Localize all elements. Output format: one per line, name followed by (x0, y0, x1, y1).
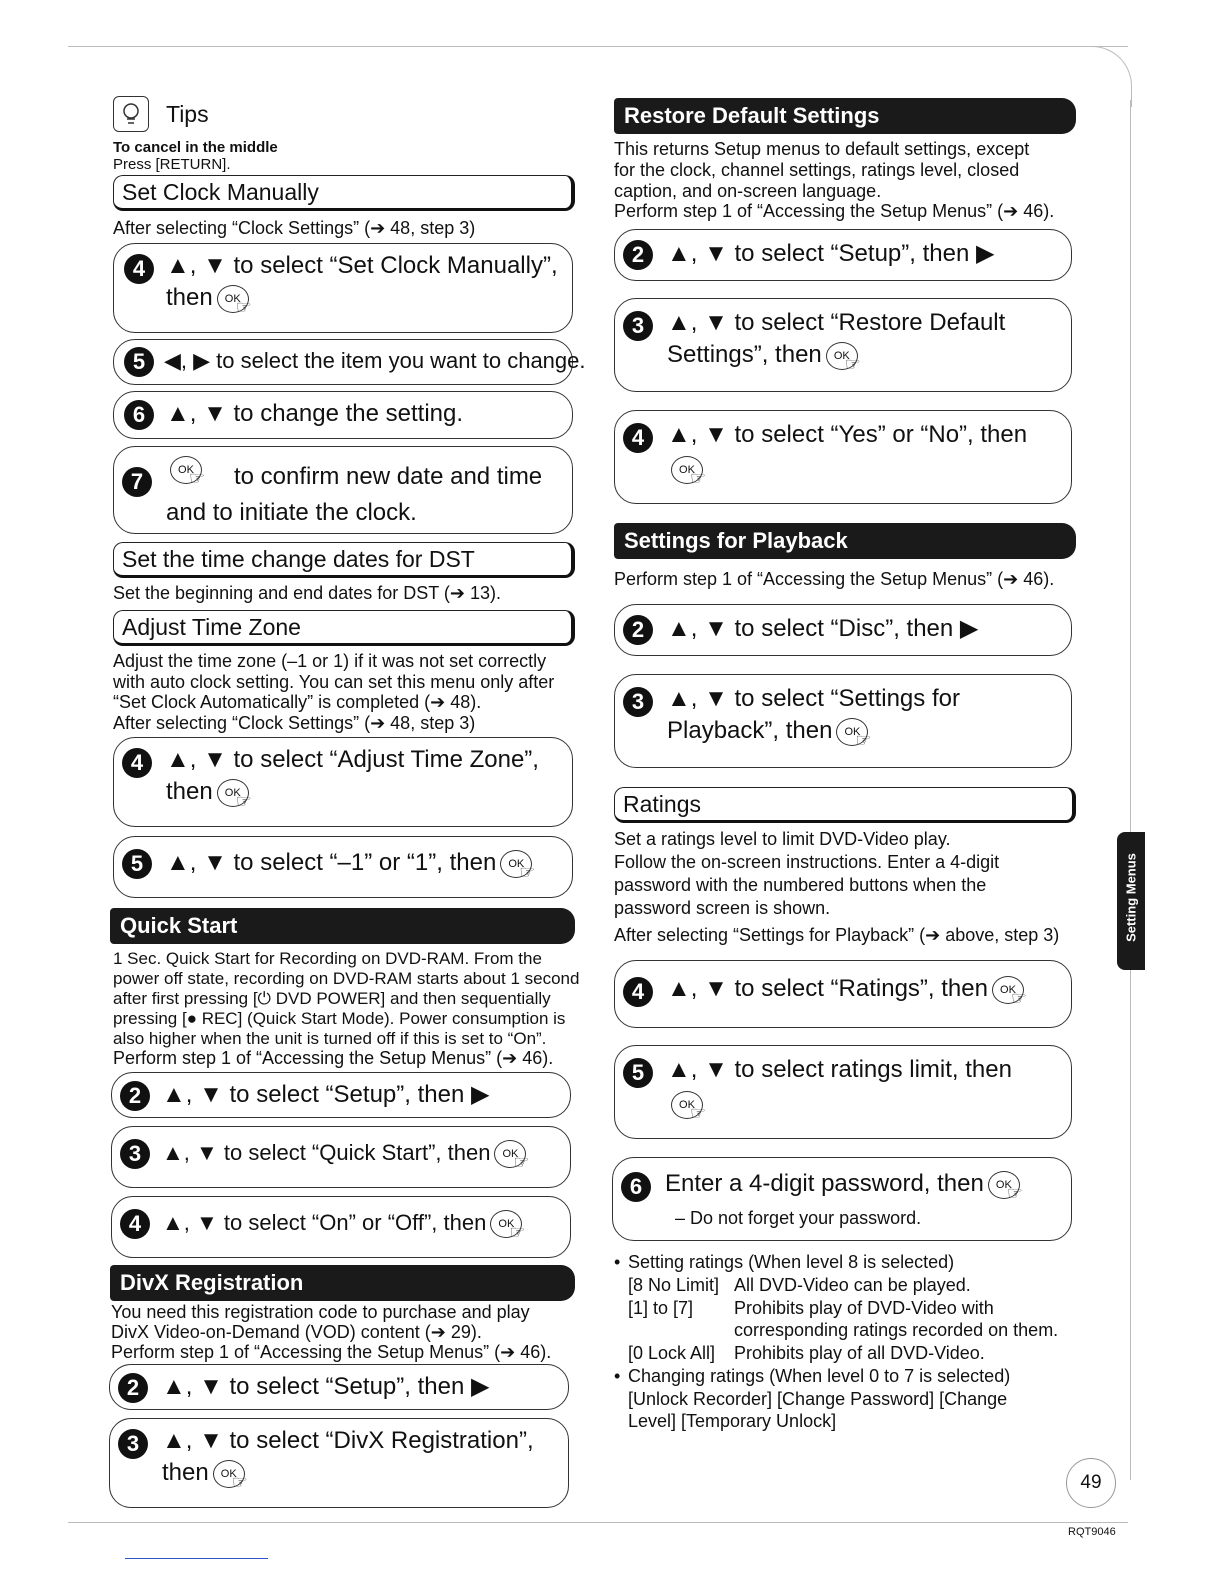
ok-label: OK (1000, 983, 1016, 996)
restore-step-2 (614, 229, 1072, 281)
time-zone-text-2: with auto clock setting. You can set this menu only after (113, 672, 555, 692)
playback-step-3 (614, 674, 1072, 768)
step-text-line2 (667, 339, 861, 374)
hand-icon: ☞ (1006, 1182, 1023, 1203)
section-side-tab (1117, 832, 1145, 970)
divx-step-2 (109, 1364, 569, 1410)
time-zone-text-4: After selecting “Clock Settings” (➔ 48, step 3) (113, 713, 476, 733)
playback-heading-text: Settings for Playback (624, 528, 848, 553)
time-zone-heading (113, 610, 575, 646)
restore-text-4: Perform step 1 of “Accessing the Setup Menus” (➔ 46). (614, 201, 1055, 221)
step-text-line2 (667, 715, 872, 750)
ok-button-icon (500, 850, 536, 882)
hand-icon: ☞ (231, 1471, 248, 1492)
set-clock-step-7 (113, 446, 573, 534)
step-text: ◀, ▶ to select the item you want to change. (164, 348, 586, 373)
ok-label: OK (508, 857, 525, 870)
step-label: ▲, ▼ to select “On” or “Off”, then (162, 1210, 487, 1235)
ratings-text-1: Set a ratings level to limit DVD-Video play. (614, 829, 951, 849)
step-text (665, 1168, 1023, 1203)
quick-start-step-3 (111, 1126, 571, 1188)
tips-cancel-text: Press [RETURN]. (113, 156, 231, 173)
ok-button-icon (217, 779, 252, 811)
ok-button-icon (671, 456, 707, 488)
step-text: ▲, ▼ to select “Setup”, then ▶ (162, 1081, 490, 1108)
hand-icon: ☞ (235, 790, 252, 811)
step-text (667, 973, 1028, 1008)
time-zone-text-1: Adjust the time zone (–1 or 1) if it was not set correctly (113, 651, 547, 671)
doc-code: RQT9046 (1068, 1526, 1116, 1538)
step-number: 2 (120, 1081, 150, 1111)
step-text: ▲, ▼ to select “Restore Default (667, 309, 1006, 336)
step-text: ▲, ▼ to select “Disc”, then ▶ (667, 615, 979, 642)
ok-label: OK (502, 1148, 519, 1161)
ratings-note-limit8-key: [8 No Limit] (628, 1275, 720, 1295)
ok-label: OK (220, 1467, 237, 1480)
ratings-step-6 (612, 1157, 1072, 1241)
ok-label: OK (833, 349, 850, 362)
bottom-rule (68, 1522, 1128, 1523)
step-text: ▲, ▼ to select “Yes” or “No”, then (667, 421, 1028, 448)
restore-heading-text: Restore Default Settings (624, 103, 880, 128)
divx-heading (110, 1265, 575, 1301)
ratings-text-5: After selecting “Settings for Playback” (➔ above, step 3) (614, 925, 1060, 945)
step-label: Settings”, then (667, 341, 822, 368)
hand-icon: ☞ (235, 296, 252, 317)
lightbulb-icon (113, 96, 149, 132)
step-text: ▲, ▼ to select “Setup”, then ▶ (162, 1373, 490, 1400)
right-rule (1130, 100, 1131, 1480)
step-number: 4 (623, 977, 653, 1007)
step-text (166, 847, 536, 882)
restore-text-2: for the clock, channel settings, ratings level, closed (614, 160, 1020, 180)
quick-start-step-4 (111, 1196, 571, 1258)
step-text-line2 (162, 1457, 248, 1492)
step-number: 6 (621, 1172, 651, 1202)
side-tab-label: Setting Menus (1123, 853, 1139, 942)
ok-label: OK (844, 725, 861, 738)
step-number: 2 (623, 240, 653, 270)
top-rule (68, 46, 1128, 47)
hand-icon: ☞ (844, 353, 861, 374)
step-text: ▲, ▼ to select “Adjust Time Zone”, (166, 746, 539, 773)
time-zone-step-4 (113, 737, 573, 827)
step-number: 4 (122, 748, 152, 778)
step-label: ▲, ▼ to select “Ratings”, then (667, 975, 988, 1002)
ratings-note-range-val-1: Prohibits play of DVD-Video with (734, 1298, 994, 1318)
ok-button-icon (836, 718, 872, 750)
step-number: 5 (124, 347, 154, 377)
dst-heading (113, 542, 575, 578)
step-then: then (166, 284, 213, 311)
playback-step-2 (614, 604, 1072, 656)
quick-start-step-2 (111, 1072, 571, 1118)
time-zone-step-5 (113, 836, 573, 898)
step-number: 6 (124, 400, 154, 430)
step-text (162, 1137, 530, 1173)
ratings-heading (614, 787, 1076, 823)
step-text-line2: and to initiate the clock. (166, 499, 417, 526)
ok-label: OK (224, 786, 241, 799)
restore-heading (614, 98, 1076, 134)
step-text: ▲, ▼ to select “DivX Registration”, (162, 1427, 534, 1454)
ok-label: OK (498, 1218, 515, 1231)
hand-icon: ☞ (519, 861, 536, 882)
set-clock-heading (113, 175, 575, 211)
hand-icon: ☞ (1010, 987, 1028, 1008)
ok-button-icon (217, 285, 252, 317)
ok-button-icon (992, 976, 1028, 1008)
quick-start-text-5: also higher when the unit is turned off if this is set to “On”. (113, 1029, 547, 1048)
step-label: ▲, ▼ to select “–1” or “1”, then (166, 849, 497, 876)
ratings-note-limit8-val: All DVD-Video can be played. (734, 1275, 971, 1295)
step-label: Enter a 4-digit password, then (665, 1170, 984, 1197)
divx-text-3: Perform step 1 of “Accessing the Setup Menus” (➔ 46). (111, 1342, 552, 1362)
quick-start-text-1: 1 Sec. Quick Start for Recording on DVD-RAM. From the (113, 949, 542, 968)
ok-label: OK (679, 463, 695, 476)
ratings-note-range-val-2: corresponding ratings recorded on them. (734, 1320, 1059, 1340)
ok-label: OK (224, 292, 241, 305)
step-text-line2 (166, 282, 252, 317)
ok-button-icon (988, 1171, 1023, 1203)
hand-icon: ☞ (690, 467, 707, 488)
step-text: ▲, ▼ to select “Settings for (667, 685, 960, 712)
step-text: ▲, ▼ to select “Set Clock Manually”, (166, 252, 558, 279)
set-clock-step-6 (113, 391, 573, 439)
ratings-note-lock-val: Prohibits play of all DVD-Video. (734, 1343, 985, 1363)
ratings-text-3: password with the numbered buttons when the (614, 875, 987, 895)
step-label: ▲, ▼ to select “Quick Start”, then (162, 1140, 491, 1165)
tips-title: Tips (166, 101, 209, 127)
time-zone-heading-text: Adjust Time Zone (122, 613, 301, 640)
playback-text: Perform step 1 of “Accessing the Setup Menus” (➔ 46). (614, 569, 1055, 589)
set-clock-intro: After selecting “Clock Settings” (➔ 48, step 3) (113, 218, 476, 238)
step-label: Playback”, then (667, 717, 833, 744)
step-number: 2 (623, 615, 653, 645)
ok-label: OK (178, 463, 194, 476)
ratings-note-bullet-1: • Setting ratings (When level 8 is selected) (628, 1252, 954, 1273)
step-number: 4 (120, 1209, 150, 1239)
quick-start-heading (110, 908, 575, 944)
ratings-text-4: password screen is shown. (614, 898, 831, 918)
step-text: ▲, ▼ to select “Setup”, then ▶ (667, 240, 995, 267)
ratings-note-bullet-2-line-3: Level] [Temporary Unlock] (628, 1411, 837, 1431)
step-number: 5 (623, 1058, 653, 1088)
step-number: 2 (118, 1373, 148, 1403)
step-number: 3 (623, 687, 653, 717)
step-text: to confirm new date and time (234, 463, 543, 490)
page-corner (1085, 46, 1132, 107)
ok-button-icon (170, 456, 206, 488)
ok-button-icon (490, 1210, 526, 1243)
step-text (162, 1207, 526, 1243)
ratings-note-bullet-2: • Changing ratings (When level 0 to 7 is selected) (628, 1366, 1010, 1387)
time-zone-text-3: “Set Clock Automatically” is completed (➔ 48). (113, 692, 482, 712)
ratings-step-5 (614, 1045, 1072, 1139)
quick-start-heading-text: Quick Start (120, 913, 238, 938)
step-number: 4 (124, 254, 154, 284)
quick-start-text-3: after first pressing [⏻ DVD POWER] and then sequentially (113, 989, 551, 1008)
set-clock-step-5 (113, 339, 586, 385)
ok-button-icon (671, 1091, 707, 1123)
restore-step-3 (614, 298, 1072, 392)
page-number (1066, 1458, 1116, 1508)
quick-start-text-4: pressing [● REC] (Quick Start Mode). Power consumption is (113, 1009, 566, 1028)
page-number-text: 49 (1080, 1472, 1102, 1493)
dst-heading-text: Set the time change dates for DST (122, 545, 475, 572)
divx-heading-text: DivX Registration (120, 1270, 304, 1295)
restore-text-1: This returns Setup menus to default settings, except (614, 139, 1030, 159)
ok-button-icon (494, 1140, 530, 1173)
set-clock-heading-text: Set Clock Manually (122, 178, 319, 205)
hand-icon: ☞ (189, 467, 206, 488)
divx-text-1: You need this registration code to purchase and play (111, 1302, 530, 1322)
ratings-note-lock-key: [0 Lock All] (628, 1343, 716, 1363)
playback-heading (614, 523, 1076, 559)
set-clock-step-4 (113, 243, 573, 333)
ratings-heading-text: Ratings (623, 790, 701, 817)
hand-icon: ☞ (509, 1222, 526, 1243)
restore-step-4 (614, 410, 1072, 504)
tips-cancel-heading: To cancel in the middle (113, 139, 278, 156)
ratings-note-range-key: [1] to [7] (628, 1298, 694, 1318)
step-number: 5 (122, 849, 152, 879)
ok-label: OK (995, 1178, 1012, 1191)
step-number: 7 (122, 467, 152, 497)
ratings-step-4 (614, 960, 1072, 1028)
restore-text-3: caption, and on-screen language. (614, 181, 882, 201)
ok-label: OK (679, 1098, 695, 1111)
divx-text-2: DivX Video-on-Demand (VOD) content (➔ 29). (111, 1322, 482, 1342)
step-note: – Do not forget your password. (675, 1208, 922, 1228)
ok-button-icon (826, 342, 861, 374)
ratings-note-bullet-2-line-2: [Unlock Recorder] [Change Password] [Change (628, 1389, 1008, 1409)
quick-start-text-2: power off state, recording on DVD-RAM starts about 1 second (113, 969, 580, 988)
step-number: 3 (623, 311, 653, 341)
step-then: then (162, 1459, 209, 1486)
step-text: ▲, ▼ to change the setting. (166, 400, 464, 427)
hand-icon: ☞ (855, 729, 872, 750)
hand-icon: ☞ (513, 1152, 530, 1173)
blue-rule (125, 1558, 268, 1559)
step-text: ▲, ▼ to select ratings limit, then (667, 1056, 1012, 1083)
step-number: 3 (118, 1429, 148, 1459)
quick-start-text-6: Perform step 1 of “Accessing the Setup Menus” (➔ 46). (113, 1048, 554, 1068)
step-then: then (166, 778, 213, 805)
step-number: 4 (623, 423, 653, 453)
divx-step-3 (109, 1418, 569, 1508)
step-text-line2 (166, 776, 252, 811)
hand-icon: ☞ (690, 1102, 707, 1123)
ok-button-icon (213, 1460, 248, 1492)
ratings-text-2: Follow the on-screen instructions. Enter a 4-digit (614, 852, 1000, 872)
step-number: 3 (120, 1139, 150, 1169)
dst-text: Set the beginning and end dates for DST (➔ 13). (113, 583, 501, 603)
